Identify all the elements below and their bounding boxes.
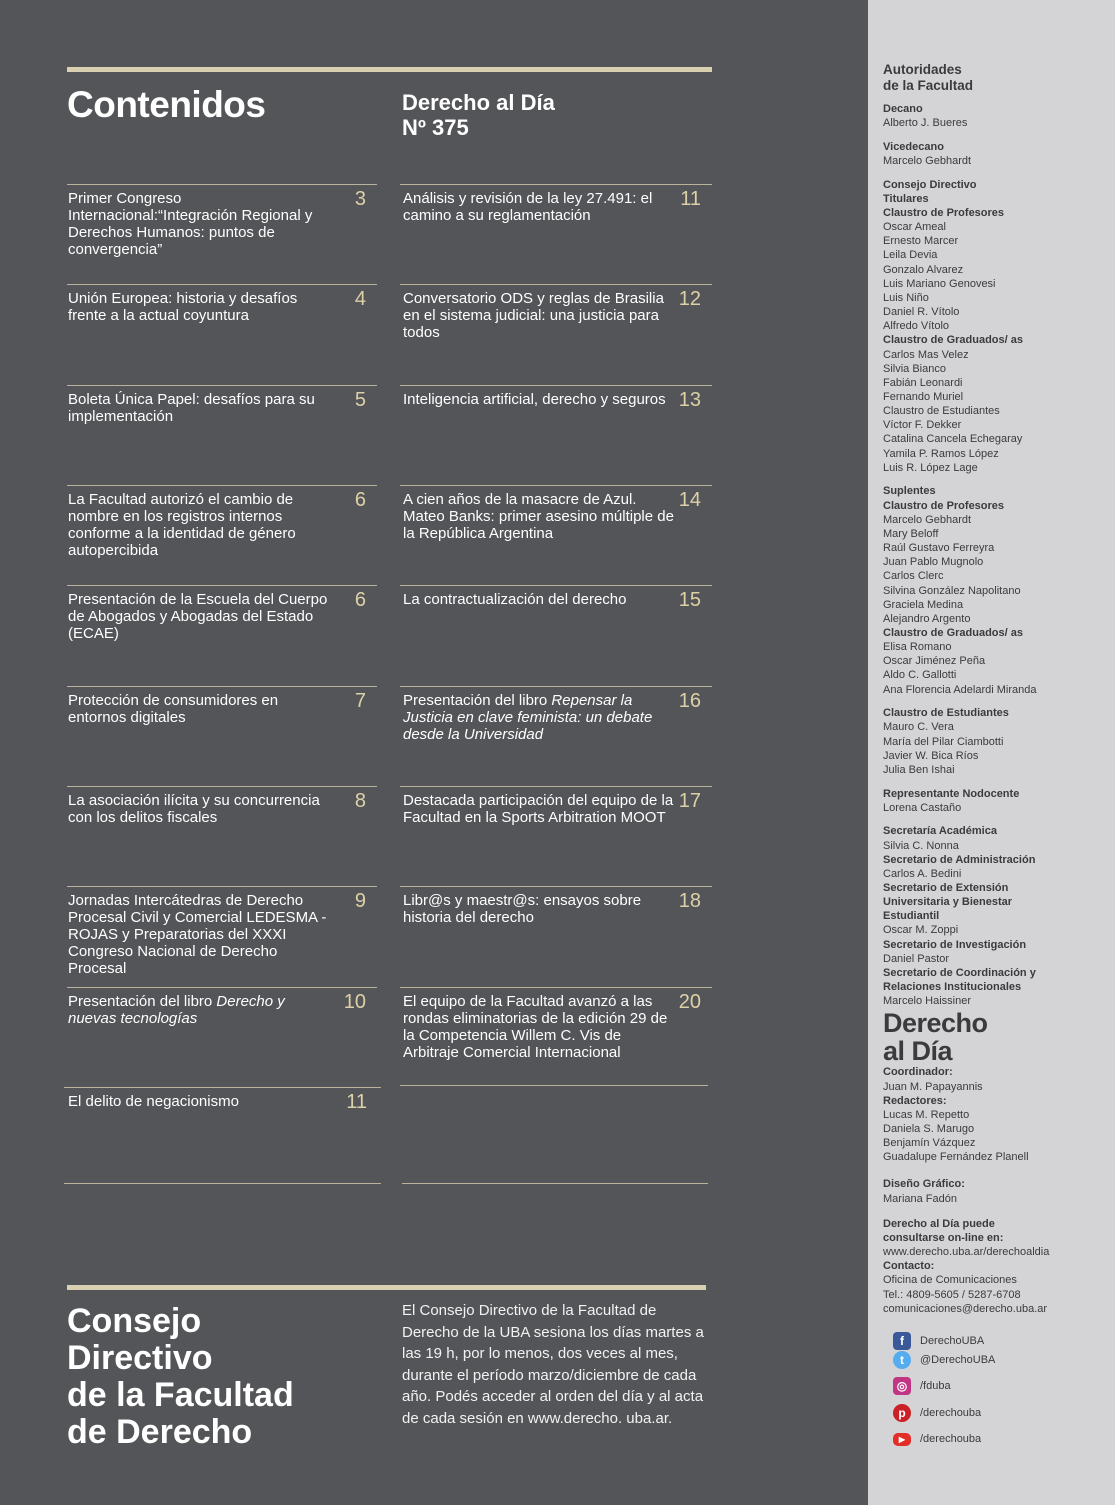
person: Guadalupe Fernández Planell — [883, 1151, 1029, 1164]
person: Elisa Romano — [883, 641, 952, 654]
person: Leila Devia — [883, 249, 938, 262]
consejo-title: Consejo Directivo de la Facultad de Derecho — [67, 1302, 294, 1451]
secretaria-label: Secretario de Investigación — [883, 938, 1027, 951]
person: Yamila P. Ramos López — [883, 447, 999, 460]
pinterest-icon: p — [893, 1404, 911, 1422]
person: María del Pilar Ciambotti — [883, 735, 1004, 748]
person: Ernesto Marcer — [883, 235, 959, 248]
brand-logo: Derecho al Día — [883, 1008, 988, 1067]
online-url[interactable]: www.derecho.uba.ar/derechoaldia — [883, 1246, 1050, 1259]
person: Daniel Pastor — [883, 952, 950, 965]
toc-entry-page: 18 — [678, 890, 701, 912]
person: Silvia C. Nonna — [883, 839, 959, 852]
person: Juan Pablo Mugnolo — [883, 556, 984, 569]
secretaria-label: Secretario de Coordinación y — [883, 966, 1036, 979]
social-handle: /derechouba — [920, 1407, 982, 1419]
person: Carlos A. Bedini — [883, 867, 962, 880]
person: Luis Mariano Genovesi — [883, 277, 996, 290]
toc-entry-page: 16 — [678, 690, 701, 712]
twitter-icon: t — [893, 1351, 911, 1369]
toc-entry-title: Jornadas Intercátedras de Derecho Procesal Civil y Comercial LEDESMA - ROJAS y Preparatorias del XXXI Congreso Nacional de Derecho Procesal — [68, 892, 327, 977]
issue-title: Derecho al Día Nº 375 — [402, 90, 555, 140]
toc-entry[interactable] — [400, 786, 712, 826]
toc-entry-title: Presentación del libro Repensar la Justicia en clave feminista: un debate desde la Universidad — [403, 692, 653, 743]
col2-divider — [400, 1085, 708, 1086]
toc-entry-page: 12 — [678, 288, 701, 310]
toc-entry-page: 6 — [354, 489, 366, 511]
person: Marcelo Haissiner — [883, 995, 972, 1008]
person: Benjamín Vázquez — [883, 1137, 976, 1150]
claustro-label: Claustro de Graduados/ as — [883, 626, 1023, 639]
person: Oscar Ameal — [883, 221, 946, 234]
toc-entry-page: 4 — [354, 288, 366, 310]
toc-entry-page: 13 — [678, 389, 701, 411]
toc-entry[interactable] — [67, 284, 377, 324]
sidebar-credits — [883, 62, 1108, 1316]
social-link-pinterest[interactable] — [893, 1403, 1093, 1423]
toc-entry-title: Protección de consumidores en entornos digitales — [68, 692, 279, 726]
bottom-divider — [67, 1285, 706, 1290]
toc-entry-title: Presentación del libro Derecho y nuevas tecnologías — [68, 993, 285, 1027]
person: Mary Beloff — [883, 527, 939, 540]
person: Fernando Muriel — [883, 390, 964, 403]
person: Víctor F. Dekker — [883, 419, 962, 432]
diseno-label: Diseño Gráfico: — [883, 1178, 965, 1191]
contacto-label: Contacto: — [883, 1260, 935, 1273]
toc-entry[interactable] — [67, 686, 377, 726]
toc-entry[interactable] — [400, 184, 712, 224]
sidebar — [868, 0, 1115, 1505]
person: Lucas M. Repetto — [883, 1108, 970, 1121]
social-handle: DerechoUBA — [920, 1335, 985, 1347]
toc-entry[interactable] — [67, 987, 377, 1027]
redactores-label: Redactores: — [883, 1094, 947, 1107]
toc-entry-page: 10 — [343, 991, 366, 1013]
person: Mauro C. Vera — [883, 721, 954, 734]
youtube-icon: ▶ — [893, 1433, 911, 1446]
toc-entry-title: Libr@s y maestr@s: ensayos sobre historia del derecho — [403, 892, 642, 926]
secretaria-label: Secretaría Académica — [883, 825, 997, 838]
contents-title: Contenidos — [67, 84, 266, 125]
toc-entry[interactable] — [64, 1087, 381, 1113]
person: Marcelo Gebhardt — [883, 513, 972, 526]
toc-entry[interactable] — [400, 485, 712, 542]
decano-label: Decano — [883, 103, 923, 115]
consejo-description: El Consejo Directivo de la Facultad de Derecho de la UBA sesiona los días martes a las 19 h, por lo menos, dos veces al mes, durante el período marzo/diciembre de cada año. Podés acceder al orden del día y al acta de cada sesión en www.derecho. uba.ar. — [402, 1302, 704, 1427]
secretaria-label: Estudiantil — [883, 910, 940, 923]
claustro-label: Claustro de Graduados/ as — [883, 334, 1023, 347]
titulares-label: Titulares — [883, 192, 929, 205]
toc-entry[interactable] — [400, 686, 712, 743]
person: Daniela S. Marugo — [883, 1123, 975, 1135]
top-divider — [67, 67, 712, 72]
person: Javier W. Bica Ríos — [883, 749, 979, 762]
social-handle: @DerechoUBA — [920, 1354, 996, 1366]
person: Lorena Castaño — [883, 801, 962, 814]
claustro-label: Claustro de Profesores — [883, 499, 1005, 512]
col2-end-rule — [402, 1183, 708, 1184]
person: Ana Florencia Adelardi Miranda — [883, 683, 1037, 696]
toc-entry[interactable] — [67, 786, 377, 826]
facebook-icon: f — [893, 1332, 911, 1350]
secretaria-label: Secretario de Extensión — [883, 881, 1009, 894]
toc-entry-title: Análisis y revisión de la ley 27.491: el camino a su reglamentación — [403, 190, 653, 224]
person: Silvia Bianco — [883, 362, 946, 375]
contacto-tel: Tel.: 4809-5605 / 5287-6708 — [883, 1288, 1021, 1301]
person: Gonzalo Alvarez — [883, 263, 964, 276]
toc-entry-title: El equipo de la Facultad avanzó a las rondas eliminatorias de la edición 29 de la Competencia Willem C. Vis de Arbitraje Comercial Internacional — [403, 993, 668, 1061]
person: Raúl Gustavo Ferreyra — [883, 542, 995, 555]
toc-entry-title: Boleta Única Papel: desafíos para su implementación — [68, 391, 315, 425]
secretaria-label: Relaciones Institucionales — [883, 981, 1022, 994]
suplentes-label: Suplentes — [883, 485, 936, 498]
person: Catalina Cancela Echegaray — [883, 433, 1023, 446]
person: Daniel R. Vítolo — [883, 306, 960, 319]
toc-entry-page: 17 — [678, 790, 701, 812]
toc-entry[interactable] — [67, 485, 377, 559]
social-link-youtube[interactable] — [893, 1429, 1093, 1449]
col1-end-rule — [64, 1183, 381, 1184]
person: Luis Niño — [883, 291, 929, 304]
person: Luis R. López Lage — [883, 461, 978, 474]
toc-entry-title: Unión Europea: historia y desafíos frente a la actual coyuntura — [68, 290, 298, 324]
sidebar-heading: Autoridades de la Facultad — [883, 62, 974, 93]
toc-entry-title: La contractualización del derecho — [403, 591, 627, 608]
person: Aldo C. Gallotti — [883, 669, 957, 682]
toc-entry[interactable] — [67, 385, 377, 425]
social-link-facebook[interactable] — [893, 1331, 1093, 1351]
toc-entry-title: Inteligencia artificial, derecho y seguros — [403, 391, 666, 408]
toc-entry-title: Conversatorio ODS y reglas de Brasilia en el sistema judicial: una justicia para todos — [403, 290, 664, 341]
toc-entry-title: A cien años de la masacre de Azul. Mateo Banks: primer asesino múltiple de la República Argentina — [403, 491, 674, 542]
claustro-label: Claustro de Profesores — [883, 206, 1005, 219]
toc-entry[interactable] — [400, 987, 712, 1061]
vicedecano-name: Marcelo Gebhardt — [883, 154, 972, 167]
contacto-office: Oficina de Comunicaciones — [883, 1274, 1017, 1287]
online-label: Derecho al Día puede — [883, 1217, 995, 1230]
toc-entry[interactable] — [400, 385, 712, 411]
toc-entry[interactable] — [67, 585, 377, 642]
toc-entry[interactable] — [400, 585, 712, 611]
person: Graciela Medina — [883, 598, 964, 611]
social-handle: /derechouba — [920, 1433, 982, 1445]
toc-entry-title: Primer Congreso Internacional:“Integración Regional y Derechos Humanos: puntos de convergencia” — [68, 190, 313, 258]
person: Oscar Jiménez Peña — [883, 655, 986, 668]
toc-entry-title: La Facultad autorizó el cambio de nombre en los registros internos conforme a la identidad de género autopercibida — [68, 491, 296, 559]
toc-entry[interactable] — [67, 886, 377, 977]
toc-entry[interactable] — [400, 284, 712, 341]
coordinador-label: Coordinador: — [883, 1066, 953, 1079]
person: Alejandro Argento — [883, 612, 971, 625]
toc-entry-page: 8 — [354, 790, 366, 812]
toc-entry-title: La asociación ilícita y su concurrencia con los delitos fiscales — [68, 792, 320, 826]
online-label: consultarse on-line en: — [883, 1231, 1004, 1244]
social-handle: /fduba — [920, 1380, 951, 1392]
decano-name: Alberto J. Bueres — [883, 117, 968, 130]
person: Fabián Leonardi — [883, 376, 963, 389]
vicedecano-label: Vicedecano — [883, 140, 944, 153]
person: Julia Ben Ishai — [883, 763, 955, 776]
toc-entry-page: 5 — [354, 389, 366, 411]
person: Oscar M. Zoppi — [883, 924, 959, 937]
toc-entry-title: Destacada participación del equipo de la Facultad en la Sports Arbitration MOOT — [403, 792, 674, 826]
claustro-label: Claustro de Estudiantes — [883, 707, 1009, 720]
toc-entry-page: 14 — [678, 489, 701, 511]
toc-entry-page: 11 — [680, 188, 701, 210]
social-link-instagram[interactable] — [893, 1376, 1093, 1396]
instagram-icon: ◎ — [893, 1377, 911, 1395]
toc-entry[interactable] — [400, 886, 712, 926]
secretaria-label: Secretario de Administración — [883, 853, 1036, 866]
toc-entry-page: 11 — [346, 1091, 367, 1113]
toc-entry[interactable] — [67, 184, 377, 258]
person: Alfredo Vítolo — [883, 320, 950, 333]
nodocente-label: Representante Nodocente — [883, 787, 1020, 800]
person: Juan M. Papayannis — [883, 1080, 983, 1093]
toc-entry-page: 6 — [354, 589, 366, 611]
toc-entry-page: 3 — [354, 188, 366, 210]
social-link-twitter[interactable] — [893, 1350, 1093, 1370]
person: Mariana Fadón — [883, 1192, 957, 1205]
toc-entry-title: El delito de negacionismo — [68, 1093, 239, 1110]
claustro-label: Claustro de Estudiantes — [883, 405, 1000, 418]
toc-entry-page: 9 — [354, 890, 366, 912]
person: Silvina González Napolitano — [883, 584, 1021, 597]
consejo-label: Consejo Directivo — [883, 178, 977, 191]
secretaria-label: Universitaria y Bienestar — [883, 896, 1013, 909]
person: Carlos Mas Velez — [883, 348, 969, 361]
toc-entry-page: 20 — [678, 991, 701, 1013]
toc-entry-title: Presentación de la Escuela del Cuerpo de Abogados y Abogadas del Estado (ECAE) — [68, 591, 328, 642]
person: Carlos Clerc — [883, 570, 944, 583]
toc-entry-page: 7 — [354, 690, 366, 712]
toc-entry-page: 15 — [678, 589, 701, 611]
contacto-email[interactable]: comunicaciones@derecho.uba.ar — [883, 1302, 1048, 1315]
